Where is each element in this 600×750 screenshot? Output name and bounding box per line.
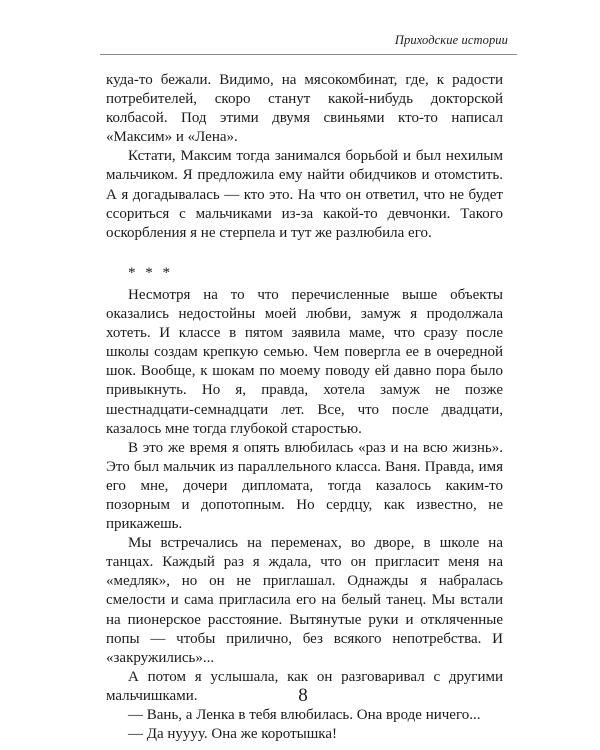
dialogue-line: — Да нуууу. Она же коротышка! — [128, 726, 337, 743]
paragraph: В это же время я опять влюбилась «раз и на всю жизнь». Это был мальчик из параллельного класса. Ваня. Правда, имя его мне, дочери дипломата, тогда казалось каким-то позорным и допотопным. Но сердцу, как известно, не прикажешь. — [106, 439, 503, 533]
section-separator: * * * — [128, 264, 173, 281]
header-rule — [100, 54, 517, 55]
body-text — [106, 71, 503, 744]
paragraph: куда-то бежали. Видимо, на мясокомбинат, где, к радости потребителей, скоро станут какой-нибудь докторской колбасой. Под этими двумя свиньями кто-то написал «Максим» и «Лена». — [106, 72, 503, 146]
paragraph: Кстати, Максим тогда занимался борьбой и был нехилым мальчиком. Я предложила ему найти обидчиков и отомстить. А я догадывалась — кто это. На что он ответил, что не будет ссориться с мальчиками из-за какой-то девчонки. Такого оскорбления я не стерпела и тут же разлюбила его. — [106, 148, 503, 241]
paragraph: А потом я услышала, как он разговаривал с другими мальчишками. — [106, 668, 503, 704]
dialogue-line: — Вань, а Ленка в тебя влюбилась. Она вроде ничего... — [128, 707, 481, 723]
paragraph: Мы встречались на переменах, во дворе, в школе на танцах. Каждый раз я ждала, что он пригласит меня на «медляк», но он не приглашал. Однажды я набралась смелости и сама пригласила его на белый танец. Мы встали на пионерское расстояние. Вытянутые руки и откляченные попы — чтобы прилично, без всякого непотребства. И «закружились»... — [106, 535, 503, 666]
running-head: Приходские истории — [394, 33, 508, 47]
paragraph: Несмотря на то что перечисленные выше объекты оказались недостойны моей любви, замуж я продолжала хотеть. И классе в пятом заявила маме, что сразу после школы создам крепкую семью. Чем повергла ее в очередной шок. Вообще, к шокам по моему поводу ей давно пора было привыкнуть. Но я, правда, хотела замуж не позже шестнадцати-семнадцати лет. Все, что после двадцати, казалось мне тогда глубокой старостью. — [106, 286, 503, 437]
section-gap — [106, 243, 503, 262]
page-number: 8 — [298, 685, 308, 706]
